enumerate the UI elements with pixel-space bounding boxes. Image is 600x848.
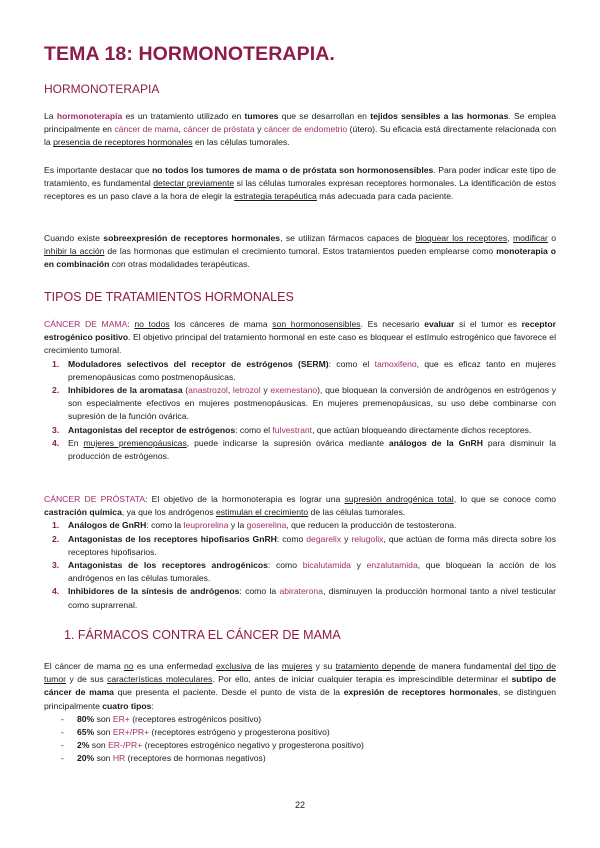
list-prostata-treatments (44, 519, 556, 611)
paragraph-intro: La hormonoterapia es un tratamiento utilizado en tumores que se desarrollan en tejidos sensibles a las hormonas. Se emplea principalmente en cáncer de mama, cáncer de próstata y cáncer de endometrio (útero). Su eficacia está directamente relacionada con la presencia de receptores hormonales en las células tumorales. (44, 111, 556, 148)
list-item: 4. En mujeres premenopáusicas, puede indicarse la supresión ovárica mediante análogos de la GnRH para disminuir la producción de estrógenos. (52, 437, 556, 462)
paragraph-overexpression: Cuando existe sobreexpresión de receptores hormonales, se utilizan fármacos capaces de bloquear los receptores, modificar o inhibir la acción de las hormonas que estimulan el crecimiento tumoral. Estos tratamientos pueden emplearse como monoterapia o en combinación con otras modalidades terapéuticas. (44, 233, 557, 270)
list-item: 1. Análogos de GnRH: como la leuprorelina y la goserelina, que reducen la producción de testosterona. (52, 520, 457, 531)
list-mama-treatments (44, 358, 556, 464)
page-title: TEMA 18: HORMONOTERAPIA. (44, 43, 335, 65)
paragraph-receptors: Es importante destacar que no todos los tumores de mama o de próstata son hormonosensibles. Para poder indicar este tipo de tratamiento, es fundamental detectar previamente si las células tumorales expresan receptores hormonales. La identificación de estos receptores es un paso clave a la hora de elegir la estrategia terapéutica más adecuada para cada paciente. (44, 165, 557, 202)
section-heading-hormonoterapia: HORMONOTERAPIA (44, 82, 160, 96)
list-item: 1. Moduladores selectivos del receptor de estrógenos (SERM): como el tamoxifeno, que es eficaz tanto en mujeres premenopáusicas como postmenopáusicas. (52, 358, 556, 382)
list-item: 2. Antagonistas de los receptores hipofisarios GnRH: como degarelix y relugolix, que actúan de forma más directa sobre los receptores hipofisarios. (52, 533, 556, 557)
page-number: 22 (294, 800, 305, 810)
list-item: 4. Inhibidores de la síntesis de andrógenos: como la abiraterona, disminuyen la producción hormonal tanto a nivel testicular como suprarrenal. (52, 586, 556, 610)
paragraph-subtipos: El cáncer de mama no es una enfermedad exclusiva de las mujeres y su tratamiento depende de manera fundamental del tipo de tumor y de sus características moleculares. Por ello, antes de iniciar cualquier terapia es imprescindible determinar el subtipo de cáncer de mama que presenta el paciente. Desde el punto de vista de la expresión de receptores hormonales, se distinguen principalmente cuatro tipos: - 80% son ER+ (receptores estrogénicos positivo) - 65% son ER+/PR+ (receptores estrógeno y progesterona positivo) - 2% son ER-/PR+ (receptores estrogénico negativo y progesterona positivo) - 20% son HR (receptores de hormonas negativos) (44, 660, 556, 766)
list-item: - 65% son ER+/PR+ (receptores estrógeno y progesterona positivo) (61, 727, 330, 738)
paragraph-cancer-prostata: CÁNCER DE PRÓSTATA: El objetivo de la hormonoterapia es lograr una supresión androgénica total, lo que se conoce como castración química, ya que los andrógenos estimulan el crecimiento de las células tumorales. 1. Análogos de GnRH: como la leuprorelina y la goserelina, que reducen la producción de testosterona. 2. Antagonistas de los receptores hipofisarios GnRH: como degarelix y relugolix, que actúan de forma más directa sobre los receptores hipofisarios. 3. Antagonistas de los receptores androgénicos: como bicalutamida y enzalutamida, que bloquean la acción de los andrógenos en las células tumorales. 4. Inhibidores de la síntesis de andrógenos: como la abiraterona, disminuyen la producción hormonal tanto a nivel testicular como suprarrenal. (44, 493, 556, 612)
section-heading-farmacos: 1. FÁRMACOS CONTRA EL CÁNCER DE MAMA (64, 628, 341, 642)
list-subtypes (44, 713, 556, 766)
list-item: - 2% son ER-/PR+ (receptores estrogénico negativo y progesterona positivo) (61, 740, 364, 751)
list-item: 3. Antagonistas de los receptores androgénicos: como bicalutamida y enzalutamida, que bloquean la acción de los andrógenos en las células tumorales. (52, 560, 556, 584)
section-heading-tipos: TIPOS DE TRATAMIENTOS HORMONALES (44, 290, 294, 304)
list-item: 2. Inhibidores de la aromatasa (anastrozol, letrozol y exemestano), que bloquean la conversión de andrógenos en estrógenos y son especialmente efectivos en mujeres postmenopáusicas. En mujeres premenopáusicas, su uso debe combinarse con supresión de la función ovárica. (52, 385, 556, 422)
list-item: 3. Antagonistas del receptor de estrógenos: como el fulvestrant, que actúan bloqueando directamente dichos receptores. (52, 424, 532, 435)
list-item: - 80% son ER+ (receptores estrogénicos positivo) (61, 713, 262, 724)
list-item: - 20% son HR (receptores de hormonas negativos) (61, 753, 266, 764)
paragraph-cancer-mama: CÁNCER DE MAMA: no todos los cánceres de mama son hormonosensibles. Es necesario evaluar si el tumor es receptor estrogénico positivo. El objetivo principal del tratamiento hormonal en este caso es bloquear el estímulo estrogénico que favorece el crecimiento tumoral. 1. Moduladores selectivos del receptor de estrógenos (SERM): como el tamoxifeno, que es eficaz tanto en mujeres premenopáusicas como postmenopáusicas. 2. Inhibidores de la aromatasa (anastrozol, letrozol y exemestano), que bloquean la conversión de andrógenos en estrógenos y son especialmente efectivos en mujeres postmenopáusicas. En mujeres premenopáusicas, su uso debe combinarse con supresión de la función ovárica. 3. Antagonistas del receptor de estrógenos: como el fulvestrant, que actúan bloqueando directamente dichos receptores. 4. En mujeres premenopáusicas, puede indicarse la supresión ovárica mediante análogos de la GnRH para disminuir la producción de estrógenos. (44, 318, 556, 463)
